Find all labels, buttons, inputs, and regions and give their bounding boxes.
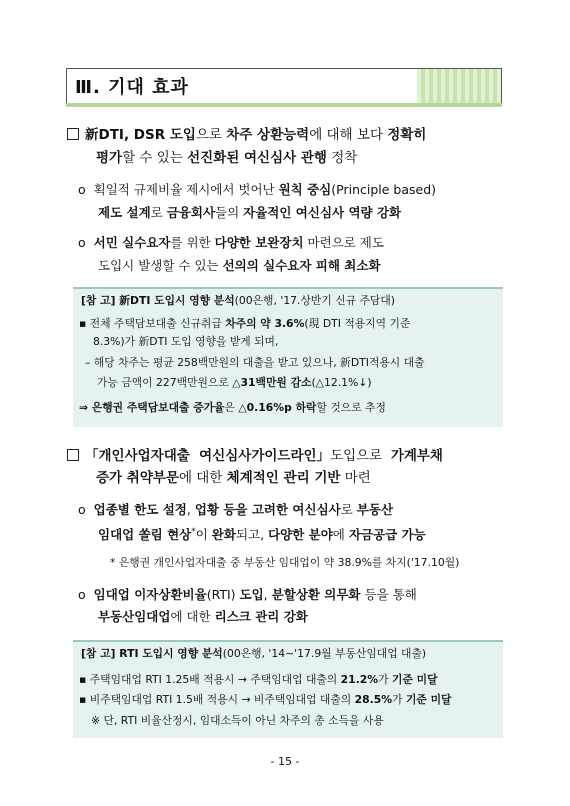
s1-o1-line1: o 획일적 규제비율 제시에서 벗어난 원칙 중심(Principle based) xyxy=(78,182,437,197)
box2-row1: ▪ 주택임대업 RTI 1.25배 적용시 → 주택임대업 대출의 21.2%가 기준 미달 xyxy=(79,673,438,686)
box1-row3: – 해당 차주는 평균 258백만원의 대출을 받고 있으나, 新DTI적용시 대출 xyxy=(85,356,425,369)
square-bullet-icon xyxy=(67,128,79,140)
page-number: - 15 - xyxy=(270,755,300,768)
section-header xyxy=(66,68,502,104)
s1-o2-line2: 도입시 발생할 수 있는 선의의 실수요자 피해 최소화 xyxy=(98,258,381,273)
box2-row2: ▪ 비주택임대업 RTI 1.5배 적용시 → 비주택임대업 대출의 28.5%가 기준 미달 xyxy=(79,693,452,706)
s2-o1-footnote: * 은행권 개인사업자대출 중 부동산 임대업이 약 38.9%를 차지('17.10월) xyxy=(110,556,460,569)
s2-o2-line2: 부동산임대업에 대한 리스크 관리 강화 xyxy=(98,609,308,624)
square-bullet-icon xyxy=(67,449,79,461)
s2-o1-line2: 임대업 쏠림 현상*이 완화되고, 다양한 분야에 자금공급 가능 xyxy=(98,527,426,543)
s2-o2-line1: o 임대업 이자상환비율(RTI) 도입, 분할상환 의무화 등을 통해 xyxy=(78,587,417,602)
s1-o1-line2: 제도 설계로 금융회사들의 자율적인 여신심사 역량 강화 xyxy=(98,205,402,220)
box2-note: ※ 단, RTI 비율산정시, 임대소득이 아닌 차주의 총 소득을 사용 xyxy=(91,714,384,727)
s2-o1-line1: o 업종별 한도 설정, 업황 등을 고려한 여신심사로 부동산 xyxy=(78,502,394,517)
section-title: Ⅲ. 기대 효과 xyxy=(67,69,417,103)
header-underline xyxy=(66,103,502,107)
header-decoration xyxy=(417,69,501,103)
s1-o2-line1: o 서민 실수요자를 위한 다양한 보완장치 마련으로 제도 xyxy=(78,235,384,250)
box1-conclusion: ⇒ 은행권 주택담보대출 증가율은 △0.16%p 하락할 것으로 추정 xyxy=(79,401,386,414)
box1-row1: ▪ 전체 주택담보대출 신규취급 차주의 약 3.6%(現 DTI 적용지역 기준 xyxy=(79,317,411,330)
reference-box-dti xyxy=(73,287,503,427)
s1-line2: 평가할 수 있는 선진화된 여신심사 관행 정착 xyxy=(96,150,358,166)
box1-row2: 8.3%)가 新DTI 도입 영향을 받게 되며, xyxy=(93,335,279,348)
s1-line1: 新DTI, DSR 도입으로 차주 상환능력에 대해 보다 정확히 xyxy=(67,125,426,145)
s2-line1: 「개인사업자대출 여신심사가이드라인」도입으로 가계부채 xyxy=(67,446,443,466)
box1-row4: 가능 금액이 227백만원으로 △31백만원 감소(△12.1%↓) xyxy=(97,376,372,389)
box2-title: [참 고] RTI 도입시 영향 분석(00은행, '14∼'17.9월 부동산임대업 대출) xyxy=(81,647,427,660)
reference-box-rti xyxy=(73,640,503,738)
box1-title: [참 고] 新DTI 도입시 영향 분석(00은행, '17.상반기 신규 주담대) xyxy=(81,294,395,307)
s2-line2: 증가 취약부문에 대한 체계적인 관리 기반 마련 xyxy=(96,470,371,486)
